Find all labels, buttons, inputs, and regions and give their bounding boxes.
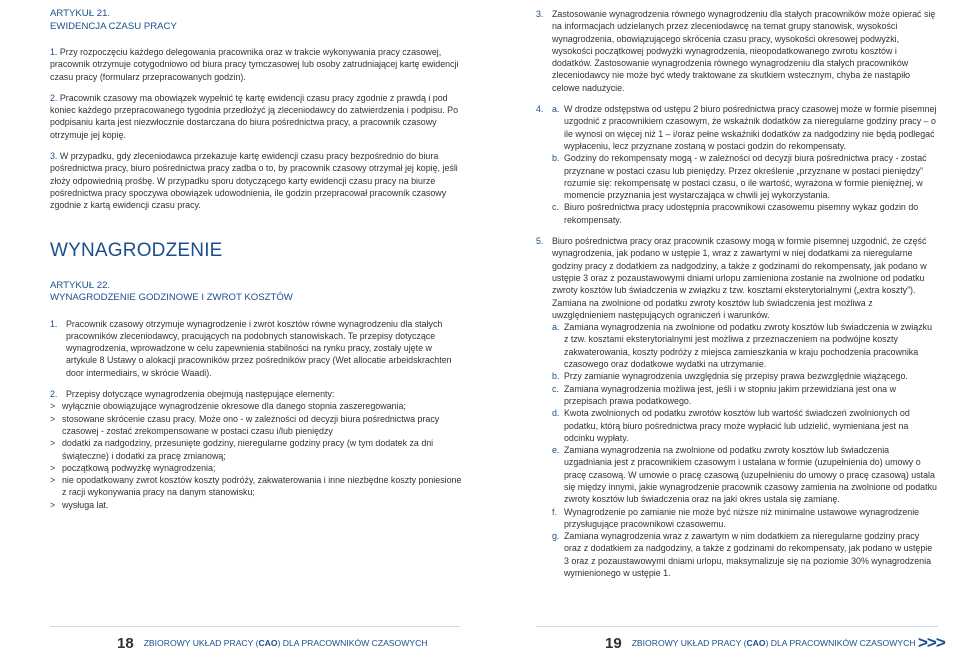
footer-left	[117, 632, 427, 654]
item-number: 3.	[536, 9, 544, 19]
page-number: 18	[117, 634, 134, 652]
subitem-text: Wynagrodzenie po zamianie nie może być niższe niż minimalne ustawowe wynagrodzenie przysługujące pracownikowi czasowemu.	[564, 506, 920, 529]
bullet-arrow-icon: >	[50, 475, 56, 486]
article-21-label: ARTYKUŁ 21.	[50, 8, 111, 19]
subitem-letter: b.	[552, 153, 560, 164]
bullet-text: wysługa lat.	[62, 499, 109, 510]
footer-title-part: ZBIOROWY UKŁAD PRACY (	[143, 638, 259, 648]
subitem-letter: g.	[552, 531, 560, 542]
subitem-text: W drodze odstępstwa od ustępu 2 biuro pośrednictwa pracy czasowej może w formie pisemnej uzgodnić z pracownikiem czasowym, że wskaźnik dodatków za nieregularne godziny pracy – o ile wynosi on więcej niż 1 – i/oraz pełne wskaźniki dodatków za nadgodziny nie będą podlegać wypłaceniu, lecz przyznane zostaną w postaci godzin do rekompensaty.	[564, 104, 937, 151]
subitem	[552, 407, 938, 444]
bullet-item	[50, 474, 462, 499]
item-number: 5.	[536, 236, 544, 247]
item-number	[536, 201, 552, 226]
right-item-5-subitems	[552, 321, 938, 579]
bullet-text: początkową podwyżkę wynagrodzenia;	[62, 462, 216, 473]
footer-title-part: ZBIOROWY UKŁAD PRACY (	[631, 638, 747, 648]
bullet-item	[50, 437, 462, 462]
bullet-text: stosowane skrócenie czasu pracy. Może ono - w zależności od decyzji biura pośrednictwa pracy czasowej - zostać zrekompensowane w postaci czasu i/lub pieniędzy	[62, 413, 440, 436]
subitem-text: Zamiana wynagrodzenia na zwolnione od podatku zwroty kosztów lub świadczenia w związku z tzw. kosztami eksterytorialnymi jest możliwa z przeznaczeniem na podwójne koszty zakwaterowania, koszty podróży z miejsca zamieszkania w kraju pochodzenia pracownika czasowego oraz dodatkowe wydatki na utrzymanie.	[564, 322, 933, 370]
item-text: Pracownik czasowy ma obowiązek wypełnić tę kartę ewidencji czasu pracy zgodnie z prawdą i pod koniec każdego przepracowanego tygodnia przedłożyć ją zleceniodawcy do zatwierdzenia i podpisu. Po podpisaniu karta jest niezwłocznie dostarczana do biura pośrednictwa pracy, a pracownik czasowy otrzymuje jej kopię.	[50, 92, 459, 140]
subitem	[536, 201, 938, 226]
subitem	[552, 321, 938, 370]
right-item-5	[536, 235, 938, 321]
subitem-letter: e.	[552, 445, 560, 456]
footer-divider-left	[50, 626, 460, 627]
page-number: 19	[605, 634, 622, 652]
article-21-item	[50, 92, 462, 141]
article-22-item-1	[50, 318, 462, 379]
bullet-arrow-icon: >	[50, 438, 56, 449]
item-text: Biuro pośrednictwa pracy oraz pracownik czasowy mogą w formie pisemnej uzgodnić, że część wynagrodzenia, jak podano w ustępie 1, wraz z zawartymi w niej dodatkami za nieregularne godziny pracy z dodatkiem za nadgodziny, a także z godzinami do rekompensaty, jak podano w ustępie 3 oraz z pozaustawowymi dniami urlopu zamieniona zostanie na zwolnione od podatku zwroty kosztów lub świadczenia w związku z tzw. kosztami eksterytorialnymi („extra koszty”). Zamiana na zwolnione od podatku zwroty kosztów lub świadczenia jest możliwa z uwzględnieniem następujących ograniczeń i warunków.	[552, 236, 927, 320]
article-21-title: EWIDENCJA CZASU PRACY	[50, 20, 177, 32]
bullet-item	[50, 499, 462, 511]
item-number: 1.	[50, 47, 58, 57]
subitem	[552, 370, 938, 382]
right-page	[480, 0, 960, 657]
subitem	[536, 103, 938, 152]
item-text: Przepisy dotyczące wynagrodzenia obejmują następujące elementy:	[66, 389, 335, 400]
subitem	[552, 506, 938, 531]
subitem-letter: f.	[552, 506, 557, 517]
subitem-text: Biuro pośrednictwa pracy udostępnia pracownikowi czasowemu pisemny wykaz godzin do rekompensaty.	[564, 202, 919, 225]
subitem-letter: a.	[552, 322, 560, 333]
next-page-arrows[interactable]: >>>	[918, 633, 945, 652]
bullet-item	[50, 462, 462, 474]
bullet-arrow-icon: >	[50, 401, 56, 412]
subitem	[552, 383, 938, 408]
subitem-text: Godziny do rekompensaty mogą - w zależności od decyzji biura pośrednictwa pracy - zostać przyznane w postaci czasu lub pieniędzy. Przez określenie „przyznane w postaci pieniędzy” rozumie się: rekompensatę w postaci czasu, o ile wartość, wyrażona w formie pieniężnej, w momencie przyznania jest wystarczająca w chwili jej wykorzystania.	[564, 153, 927, 201]
subitem-text: Zamiana wynagrodzenia możliwa jest, jeśli i w stopniu jakim przewidziana jest ona w przepisach prawa podatkowego.	[564, 383, 896, 406]
item-number: 3.	[50, 151, 58, 162]
bullet-item	[50, 400, 462, 412]
subitem-letter: d.	[552, 408, 560, 419]
item-number: 4.	[536, 104, 544, 115]
footer-divider-right	[536, 626, 938, 627]
subitem-text: Przy zamianie wynagrodzenia uwzględnia się przepisy prawa bezwzględnie wiążącego.	[564, 371, 908, 382]
article-21-item	[50, 46, 462, 83]
footer-right	[605, 632, 915, 654]
article-22-label: ARTYKUŁ 22.	[50, 279, 111, 291]
article-22-item-2	[50, 388, 462, 400]
article-21-items	[50, 46, 462, 212]
subitem	[536, 152, 938, 201]
right-item-4	[536, 103, 938, 226]
bullet-arrow-icon: >	[50, 462, 56, 473]
bullet-arrow-icon: >	[50, 413, 56, 424]
item-text: Przy rozpoczęciu każdego delegowania pracownika oraz w trakcie wykonywania pracy czasowej, pracownik otrzymuje cotygodniowo od biura pracy tymczasowej lub osoby zatrudniającej kartę ewidencji czasu pracy (formularz przepracowanych godzin).	[50, 47, 459, 82]
footer-title-part: ) DLA PRACOWNIKÓW CZASOWYCH	[277, 638, 428, 648]
item-text: Zastosowanie wynagrodzenia równego wynagrodzeniu dla stałych pracowników może opierać się na informacjach udzielanych przez zleceniodawcę na temat grupy stanowisk, wysokości wynagrodzenia, obowiązującego skrócenia czasu pracy, wysokości okresowej podwyżki, wysokości początkowej podwyżki wynagrodzenia, nieopodatkowanego zwrotu kosztów i dodatków. Zastosowanie wynagrodzenia równego wynagrodzeniu dla stałych pracowników zleceniodawcy nie może być wtedy traktowane za skutkiem wstecznym, chyba że nastąpiło celowe nadużycie.	[552, 9, 936, 93]
subitem	[552, 530, 938, 579]
subitem-letter: c.	[552, 383, 559, 394]
bullet-item	[50, 413, 462, 438]
bullet-text: nie opodatkowany zwrot kosztów koszty podróży, zakwaterowania i inne niezbędne koszty poniesione z racji wykonywania pracy na danym stanowisku;	[62, 475, 462, 498]
article-21-item	[50, 150, 462, 211]
item-number	[536, 152, 552, 201]
item-number: 2.	[50, 92, 58, 103]
subitem-text: Zamiana wynagrodzenia wraz z zawartym w nim dodatkiem za nieregularne godziny pracy oraz z dodatkiem za nadgodziny, a także z godzinami do rekompensaty, jak podano w ustępie 3 oraz z pozaustawowymi dniami urlopu, maksymalizuje się na poziomie 30% wynagrodzenia wymienionego w ustępie 1.	[564, 531, 933, 579]
article-22-title: WYNAGRODZENIE GODZINOWE I ZWROT KOSZTÓW	[50, 292, 293, 304]
item-text: Pracownik czasowy otrzymuje wynagrodzenie i zwrot kosztów równe wynagrodzeniu dla stałych pracowników zleceniodawcy, pracujących na podobnych stanowiskach. Te przepisy dotyczące wynagrodzenia, wprowadzone w celu zapewnienia stabilności na rynku pracy, zostały ujęte w artykule 8 Ustawy o alokacji pracowników przez pośredników pracy (Wet allocatie arbeidskrachten door intermediairs, w skrócie Waadi).	[66, 318, 452, 378]
footer-title-part: ) DLA PRACOWNIKÓW CZASOWYCH	[765, 638, 916, 648]
item-text: W przypadku, gdy zleceniodawca przekazuje kartę ewidencji czasu pracy bezpośrednio do biura pośrednictwa pracy, biuro pośrednictwa pracy zadba o to, by pracownik czasowy otrzymał jej kopię, jeśli złoży odpowiednią prośbę. W przypadku sporu dotyczącego karty ewidencji czasu pracy na biurze pośrednictwa pracy spoczywa obowiązek udowodnienia, ile godzin przepracował pracownik czasowy zgodnie z kartą ewidencji czasu pracy.	[50, 151, 458, 211]
subitem-letter: a.	[552, 104, 560, 115]
item-number: 1.	[50, 318, 58, 329]
bullet-arrow-icon: >	[50, 499, 56, 510]
item-number: 2.	[50, 389, 58, 400]
bullet-text: dodatki za nadgodziny, przesunięte godziny, nieregularne godziny pracy (w tym dodatek za dni świąteczne) i dodatki za pracę zmianową;	[62, 438, 434, 461]
section-heading-wynagrodzenie: WYNAGRODZENIE	[50, 239, 223, 261]
article-22-bullet-list	[50, 400, 462, 511]
footer-cao: CAO	[746, 638, 766, 648]
bullet-text: wyłącznie obowiązujące wynagrodzenie okresowe dla danego stopnia zaszeregowania;	[62, 401, 406, 412]
subitem	[552, 444, 938, 505]
right-item-3	[536, 8, 938, 94]
footer-cao: CAO	[258, 638, 278, 648]
subitem-letter: c.	[552, 202, 559, 213]
subitem-letter: b.	[552, 371, 560, 382]
subitem-text: Kwota zwolnionych od podatku zwrotów kosztów lub wartość świadczeń zwolnionych od podatku, którą biuro pośrednictwa pracy może wypłacić lub udzielić, wymieniana jest na odcinku wypłaty.	[564, 408, 910, 443]
subitem-text: Zamiana wynagrodzenia na zwolnione od podatku zwroty kosztów lub świadczenia uzgadniania jest z pracownikiem czasowym i ustalana w formie (uzupełnienia do) umowy o pracę czasową. W umowie o pracę czasową (uzupełnieniu do umowy o pracę czasową) ustala się między innymi, jakie wynagrodzenie pracownik czasowy zamienia na zwolnione od podatku zwroty kosztów lub świadczenia oraz na jaki okres ustala się zamianę.	[564, 445, 937, 505]
